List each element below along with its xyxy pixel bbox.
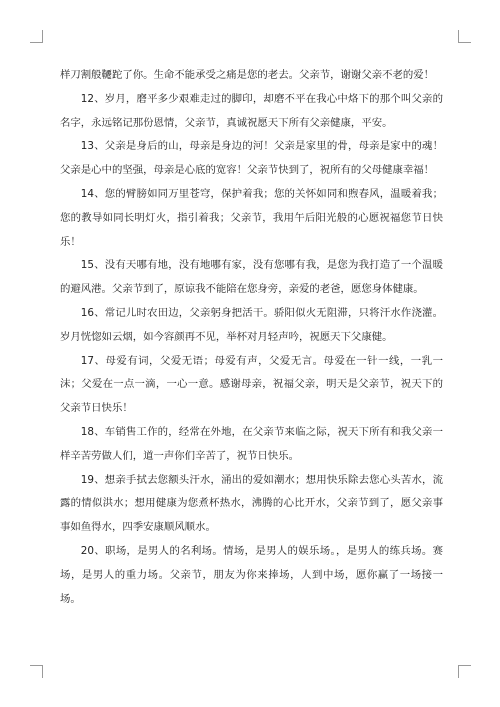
paragraph-16: 16、常记儿时农田边，父亲躬身把活干。骄阳似火无阻滞，只将汗水作浇灌。岁月恍惚如云烟，如今容颜再不见，举杯对月轻声吟，祝愿天下父康健。 xyxy=(60,306,443,343)
crop-mark-top-left xyxy=(30,30,43,43)
paragraph-continuation: 样刀割般韆跎了你。生命不能承受之痛是您的老去。父亲节，谢谢父亲不老的爱！ xyxy=(60,69,435,81)
paragraph-15: 15、没有天哪有地，没有地哪有家，没有您哪有我，是您为我打造了一个温暖的避风港。父亲节到了，原谅我不能陪在您身旁，亲爱的老爸，愿您身体健康。 xyxy=(60,259,443,296)
paragraph-12: 12、岁月，磨平多少艰难走过的脚印，却磨不平在我心中烙下的那个叫父亲的名字，永远铭记那份恩情，父亲节，真诚祝愿天下所有父亲健康，平安。 xyxy=(60,92,443,129)
paragraph-14: 14、您的臂膀如同万里苍穹，保护着我；您的关怀如同和煦春风，温暖着我；您的教导如同长明灯火，指引着我；父亲节，我用午后阳光般的心愿祝福您节日快乐！ xyxy=(60,187,443,248)
paragraph-13: 13、父亲是身后的山，母亲是身边的河！父亲是家里的骨，母亲是家中的魂！父亲是心中的坚强，母亲是心底的宽容！父亲节快到了，祝所有的父母健康幸福！ xyxy=(60,140,443,177)
crop-mark-top-right xyxy=(458,30,471,43)
paragraph-18: 18、车销售工作的，经常在外地，在父亲节来临之际，祝天下所有和我父亲一样辛苦劳做人们，道一声你们辛苦了，祝节日快乐。 xyxy=(60,425,443,462)
document-body xyxy=(60,64,443,611)
paragraph-20: 20、职场，是男人的名利场。情场，是男人的娱乐场。，是男人的练兵场。赛场，是男人的重力场。父亲节，朋友为你来捧场，人到中场，愿你赢了一场接一场。 xyxy=(60,544,443,605)
crop-mark-bottom-right xyxy=(458,665,471,678)
paragraph-17: 17、母爱有词，父爱无语；母爱有声，父爱无言。母爱在一针一线，一乳一沫；父爱在一点一滴，一心一意。感谢母亲，祝福父亲，明天是父亲节，祝天下的父亲节日快乐！ xyxy=(60,354,443,415)
paragraph-19: 19、想亲手拭去您额头汗水，涌出的爱如潮水；想用快乐除去您心头苦水，流露的情似洪水；想用健康为您煮杯热水，沸腾的心比开水，父亲节到了，愿父亲事事如鱼得水，四季安康顺风顺水。 xyxy=(60,473,443,534)
crop-mark-bottom-left xyxy=(30,665,43,678)
